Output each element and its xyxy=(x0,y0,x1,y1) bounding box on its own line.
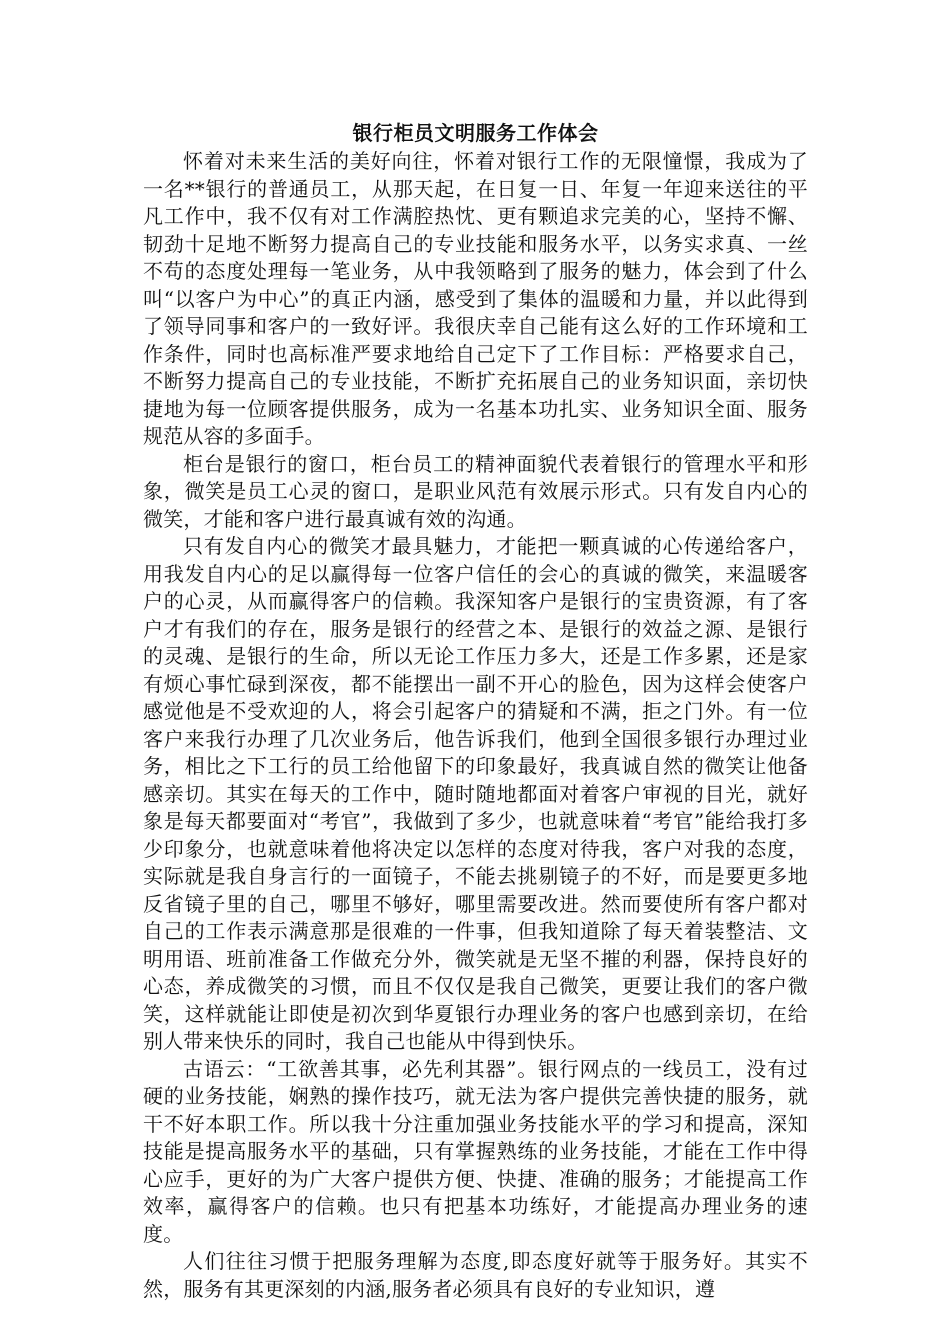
document-body xyxy=(143,118,808,1303)
paragraph-3: 只有发自内心的微笑才最具魅力，才能把一颗真诚的心传递给客户，用我发自内心的足以赢得每一位客户信任的会心的真诚的微笑，来温暖客户的心灵，从而赢得客户的信赖。我深知客户是银行的宝贵资源，有了客户才有我们的存在，服务是银行的经营之本、是银行的效益之源、是银行的灵魂、是银行的生命，所以无论工作压力多大，还是工作多累，还是家有烦心事忙碌到深夜，都不能摆出一副不开心的脸色，因为这样会使客户感觉他是不受欢迎的人，将会引起客户的猜疑和不满，拒之门外。有一位客户来我行办理了几次业务后，他告诉我们，他到全国很多银行办理过业务，相比之下工行的员工给他留下的印象最好，我真诚自然的微笑让他备感亲切。其实在每天的工作中，随时随地都面对着客户审视的目光，就好象是每天都要面对“考官”，我做到了多少，也就意味着“考官”能给我打多少印象分，也就意味着他将决定以怎样的态度对待我，客户对我的态度，实际就是我自身言行的一面镜子，不能去挑剔镜子的不好，而是要更多地反省镜子里的自己，哪里不够好，哪里需要改进。然而要使所有客户都对自己的工作表示满意那是很难的一件事，但我知道除了每天着装整洁、文明用语、班前准备工作做充分外，微笑就是无坚不摧的利器，保持良好的心态，养成微笑的习惯，而且不仅仅是我自己微笑，更要让我们的客户微笑，这样就能让即使是初次到华夏银行办理业务的客户也感到亲切，在给别人带来快乐的同时，我自己也能从中得到快乐。 xyxy=(143,534,808,1053)
document-title: 银行柜员文明服务工作体会 xyxy=(352,121,599,145)
paragraph-2: 柜台是银行的窗口，柜台员工的精神面貌代表着银行的管理水平和形象，微笑是员工心灵的窗口，是职业风范有效展示形式。只有发自内心的微笑，才能和客户进行最真诚有效的沟通。 xyxy=(143,451,808,531)
paragraph-4: 古语云：“工欲善其事，必先利其器”。银行网点的一线员工，没有过硬的业务技能，娴熟的操作技巧，就无法为客户提供完善快捷的服务，就干不好本职工作。所以我十分注重加强业务技能水平的学习和提高，深知技能是提高服务水平的基础，只有掌握熟练的业务技能，才能在工作中得心应手，更好的为广大客户提供方便、快捷、准确的服务；才能提高工作效率，赢得客户的信赖。也只有把基本功练好，才能提高办理业务的速度。 xyxy=(143,1056,808,1246)
paragraph-1: 怀着对未来生活的美好向往，怀着对银行工作的无限憧憬，我成为了一名**银行的普通员工，从那天起，在日复一日、年复一年迎来送往的平凡工作中，我不仅有对工作满腔热忱、更有颗追求完美的心，坚持不懈、韧劲十足地不断努力提高自己的专业技能和服务水平，以务实求真、一丝不苟的态度处理每一笔业务，从中我领略到了服务的魅力，体会到了什么叫“以客户为中心”的真正内涵，感受到了集体的温暖和力量，并以此得到了领导同事和客户的一致好评。我很庆幸自己能有这么好的工作环境和工作条件，同时也高标准严要求地给自己定下了工作目标：严格要求自己，不断努力提高自己的专业技能，不断扩充拓展自己的业务知识面，亲切快捷地为每一位顾客提供服务，成为一名基本功扎实、业务知识全面、服务规范从容的多面手。 xyxy=(143,149,808,448)
paragraph-5: 人们往往习惯于把服务理解为态度,即态度好就等于服务好。其实不然，服务有其更深刻的内涵,服务者必须具有良好的专业知识，遵 xyxy=(143,1249,808,1301)
